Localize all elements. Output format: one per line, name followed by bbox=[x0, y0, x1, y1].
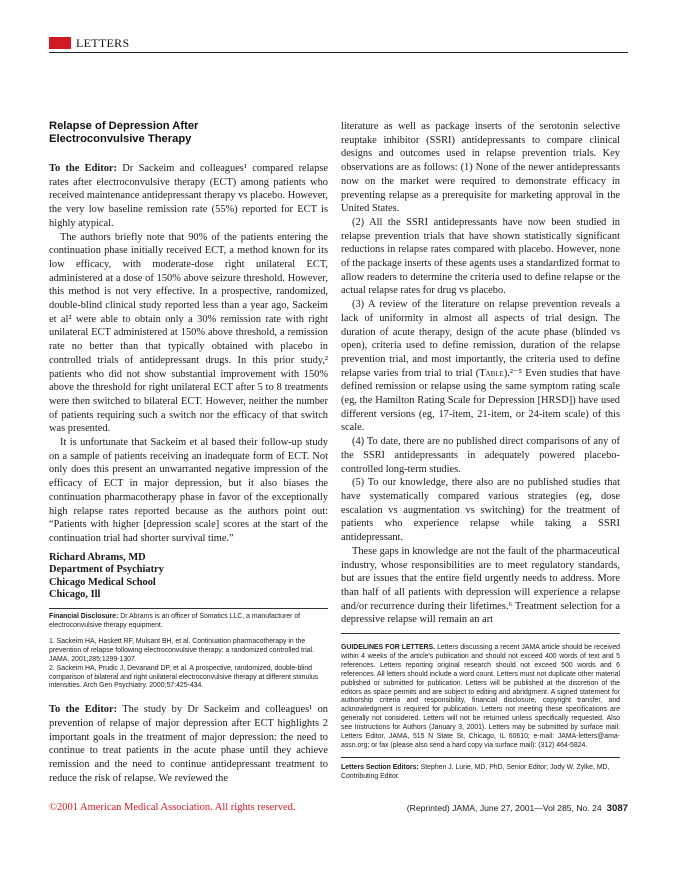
author-city: Chicago, Ill bbox=[49, 589, 101, 601]
guidelines-for-letters bbox=[341, 644, 620, 751]
p3-text-a: (3) A review of the literature on relapse prevention reveals a lack of uniformity in almost all aspects of trial design. The duration of acute therapy, design of the acute phase (blinded vs open), criteria used to define remission, duration of the relapse prevention trial, and most importantly, the criteria used to define relapse varies from trial to trial ( bbox=[341, 299, 620, 379]
right-column bbox=[341, 120, 620, 782]
red-bar-marker bbox=[49, 37, 71, 49]
reference-2: 2. Sackeim HA, Prudic J, Devanand DP, et al. A prospective, randomized, double-blind comparison of bilateral and right unilateral electroconvulsive therapy at different stimulus intensities. Arch Gen Psychiatry. 2000;57:425-434. bbox=[49, 664, 319, 690]
letter2-paragraph-1-continued: literature as well as package inserts of the serotonin selective reuptake inhibitor (SSRI) antidepressants to compare clinical designs and outcomes used in relapse prevention trials. Key observations are as follows: (1) None of the newer antidepressants now on the market were required to demonstrate efficacy in preventing relapse as a prerequisite for marketing approval in the United States. bbox=[341, 121, 620, 215]
author-school: Chicago Medical School bbox=[49, 576, 156, 588]
financial-disclosure bbox=[49, 613, 328, 631]
author-signature bbox=[49, 552, 328, 602]
left-column bbox=[49, 120, 328, 786]
title-line-2: Electroconvulsive Therapy bbox=[49, 133, 192, 145]
letter2-paragraph-6: These gaps in knowledge are not the fault of the pharmaceutical industry, whose responsibilities are to meet regulatory standards, but are issues that the entire field urgently needs to address. More than half of all patients with depression will experience a relapse and/or recurrence during their lifetimes.⁶ Treatment selection for a depressive relapse will remain an art bbox=[341, 545, 620, 626]
guidelines-divider bbox=[341, 633, 620, 634]
citation-text: (Reprinted) JAMA, June 27, 2001—Vol 285, No. 24 bbox=[406, 803, 602, 813]
journal-citation bbox=[407, 803, 628, 814]
letter1-paragraph-2: The authors briefly note that 90% of the patients entering the continuation phase initially received ECT, a method known for its low efficacy, with moderate-dose right unilateral ECT, administered at a dose of 150% above seizure threshold. However, this method is not very effective. In a prospective, randomized, double-blind clinical study reported less than a year ago, Sackeim et al² were able to obtain only a 30% remission rate with right unilateral ECT administered at 150% above threshold, a remission rate no better than that typically obtained with placebo in controlled trials of antidepressant drugs. In this prior study,² patients who did not show substantial improvement with 150% above the threshold for right unilateral ECT after 5 to 8 treatments were then switched to bilateral ECT. However, neither the number of patients requiring such a switch nor the efficacy of that switch was presented. bbox=[49, 231, 328, 435]
letter2-paragraph-4: (4) To date, there are no published direct comparisons of any of the SSRI antidepressants in adequately powered placebo-controlled long-term studies. bbox=[341, 436, 620, 475]
references bbox=[49, 638, 328, 691]
letter2-paragraph-3 bbox=[341, 298, 620, 435]
table-reference-link[interactable]: Table bbox=[479, 367, 504, 379]
disclosure-label: Financial Disclosure: bbox=[49, 613, 119, 621]
editors-label: Letters Section Editors: bbox=[341, 763, 419, 771]
editors-text: Stephen J. Lurie, MD, PhD, Senior Editor; Jody W. Zylke, MD, Contributing Editor. bbox=[341, 763, 610, 780]
section-label: LETTERS bbox=[76, 36, 130, 50]
guidelines-label: GUIDELINES FOR LETTERS. bbox=[341, 644, 436, 652]
letter2-lead: To the Editor: bbox=[49, 704, 118, 716]
disclosure-text: Dr Abrams is an officer of Somatics LLC, a manufacturer of electroconvulsive therapy equipment. bbox=[49, 613, 301, 629]
reference-1: 1. Sackeim HA, Haskett RF, Mulsant BH, et al. Continuation pharmacotherapy in the prevention of relapse following electroconvulsive therapy: a randomized controlled trial. JAMA. 2001;285:1299-1307. bbox=[49, 637, 315, 663]
p3-text-b: ).²⁻⁵ Even studies that have defined remission or relapse using the same symptom rating scale (eg, the Hamilton Rating Scale for Depression [HRSD]) have used different versions (eg, 17-item, 21-item, or 24-item scale) of this scale. bbox=[341, 367, 620, 434]
letter2-paragraph-2: (2) All the SSRI antidepressants have now been studied in relapse prevention trials that have shown statistically significant reductions in relapse rates compared with placebo. However, none of the package inserts of these agents uses a standardized format to allow readers to determine the criteria used to define relapse or the actual relapse rates for drug vs placebo. bbox=[341, 216, 620, 297]
section-header bbox=[49, 35, 628, 53]
letter1-p1-text: Dr Sackeim and colleagues¹ compared relapse rates after electroconvulsive therapy (ECT) among patients who received maintenance antidepressant therapy vs placebo. However, the very low baseline remission rate (55%) reported for ECT is highly atypical. bbox=[49, 163, 328, 229]
letter2-p1-text: The study by Dr Sackeim and colleagues¹ on prevention of relapse of major depression after ECT highlights 2 important goals in the treatment of major depression: the need to continue to treat patients in the acute phase until they achieve remission and the need to continue antidepressant treatment to reduce the risk of relapse. We reviewed the bbox=[49, 704, 328, 784]
author-name: Richard Abrams, MD bbox=[49, 551, 146, 563]
letter1-lead: To the Editor: bbox=[49, 163, 117, 174]
section-editors bbox=[341, 764, 620, 782]
letter2-paragraph-5: (5) To our knowledge, there also are no published studies that have systematically compared various strategies (eg, dose escalation vs augmentation vs switching) for the treatment of patients who experience relapse while taking a SSRI antidepressant. bbox=[341, 477, 620, 544]
letter1-paragraph-1 bbox=[49, 162, 328, 231]
title-line-1: Relapse of Depression After bbox=[49, 120, 199, 132]
copyright-notice: ©2001 American Medical Association. All rights reserved. bbox=[49, 802, 296, 813]
divider bbox=[49, 608, 328, 609]
article-title bbox=[49, 120, 328, 146]
guidelines-text: Letters discussing a recent JAMA article should be received within 4 weeks of the article's publication and should not exceed 400 words of text and 5 references. Letters reporting original research should not exceed 500 words and 6 references. All letters should include a word count. Letters must not duplicate other material published or submitted for publication. Letters will be published at the discretion of the editors as space permits and are subject to editing and abridgment. A signed statement for authorship criteria and responsibility, financial disclosure, copyright transfer, and acknowledgment is required for publication. Letters not meeting these specifications are generally not considered. Letters will not be returned unless specifically requested. Also see Instructions for Authors (January 3, 2001). Letters may be submitted by surface mail: Letters Editor, JAMA, 515 N State St, Chicago, IL 60610; e-mail: JAMA-letters@ama-assn.org; or fax (please also send a hard copy via surface mail): (312) 464-5824. bbox=[341, 644, 621, 749]
author-dept: Department of Psychiatry bbox=[49, 564, 164, 576]
editors-divider bbox=[341, 757, 620, 758]
letter2-paragraph-1 bbox=[49, 703, 328, 785]
page-number: 3087 bbox=[606, 803, 628, 814]
letter1-paragraph-3: It is unfortunate that Sackeim et al based their follow-up study on a sample of patients receiving an inadequate form of ECT. Not only does this present an unwarranted negative impression of the efficacy of ECT in major depression, but it also biases the continuation pharmacotherapy phase in favor of the exceptionally high relapse rates reported because as the authors point out: “Patients with higher [depression scale] scores at the start of the continuation trial had shorter survival time.” bbox=[49, 437, 328, 544]
